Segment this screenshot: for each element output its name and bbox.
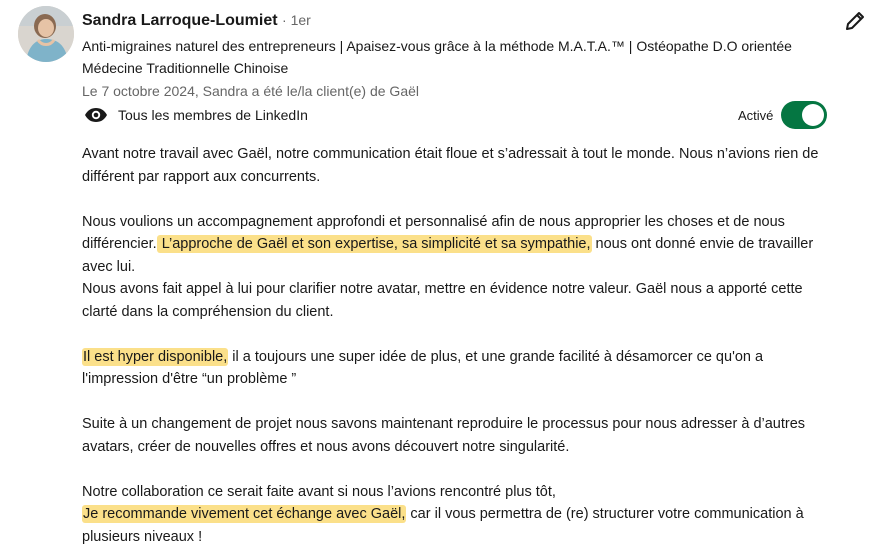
visibility-setting <box>84 103 308 127</box>
eye-icon <box>84 103 108 127</box>
edit-button[interactable] <box>840 6 870 36</box>
highlighted-text: Il est hyper disponible, <box>83 348 228 365</box>
toggle-knob <box>802 104 824 126</box>
toggle-label: Activé <box>738 107 774 123</box>
paragraph: Notre collaboration ce serait faite avant si nous l’avions rencontré plus tôt, <box>82 483 556 500</box>
text-span: Nous voulions un accompagnement approfondi et personnalisé afin de nous approprier les choses et de nous différencier. <box>82 213 785 252</box>
highlighted-text: Je recommande vivement cet échange avec Gaël, <box>83 506 406 522</box>
text-span: il a toujours une super idée de plus, et une grande facilité à désamorcer ce qu'on a l'impression d'être “un problème ” <box>82 348 764 387</box>
recommendation-meta: Le 7 octobre 2024, Sandra a été le/la client(e) de Gaël <box>82 83 419 99</box>
visibility-toggle-wrap <box>738 101 827 129</box>
author-row <box>82 8 822 33</box>
paragraph: Suite à un changement de projet nous savons maintenant reproduire le processus pour nous adresser à d’autres avatars, créer de nouvelles offres et nous avons découvert notre singularité. <box>82 416 806 455</box>
recommendation-text <box>82 143 832 548</box>
author-name[interactable]: Sandra Larroque-Loumiet <box>82 12 278 29</box>
paragraph <box>82 211 832 279</box>
pencil-icon <box>843 9 867 33</box>
connection-degree: · 1er <box>282 12 311 28</box>
author-headline: Anti-migraines naturel des entrepreneurs | Apaisez-vous grâce à la méthode M.A.T.A.™ | Ostéopathe D.O orientée Médecine Traditionnelle Chinoise <box>82 38 792 76</box>
text-span: car il vous permettra de (re) structurer votre communication à plusieurs niveaux ! <box>82 506 804 545</box>
paragraph <box>82 346 832 391</box>
profile-photo <box>18 6 74 62</box>
paragraph: Avant notre travail avec Gaël, notre communication était floue et s’adressait à tout le monde. Nous n’avions rien de différent par rapport aux concurrents. <box>82 146 819 185</box>
recommendation-header <box>82 8 822 102</box>
avatar[interactable] <box>18 6 74 62</box>
visibility-label: Tous les membres de LinkedIn <box>118 107 308 123</box>
highlighted-text: L’approche de Gaël et son expertise, sa simplicité et sa sympathie, <box>157 236 591 252</box>
paragraph: Nous avons fait appel à lui pour clarifier notre avatar, mettre en évidence notre valeur. Gaël nous a apporté cette clarté dans la compréhension du client. <box>82 281 803 320</box>
visibility-toggle[interactable] <box>781 101 827 129</box>
text-span: nous ont donné envie de travailler avec lui. <box>82 236 814 275</box>
paragraph <box>82 503 832 548</box>
